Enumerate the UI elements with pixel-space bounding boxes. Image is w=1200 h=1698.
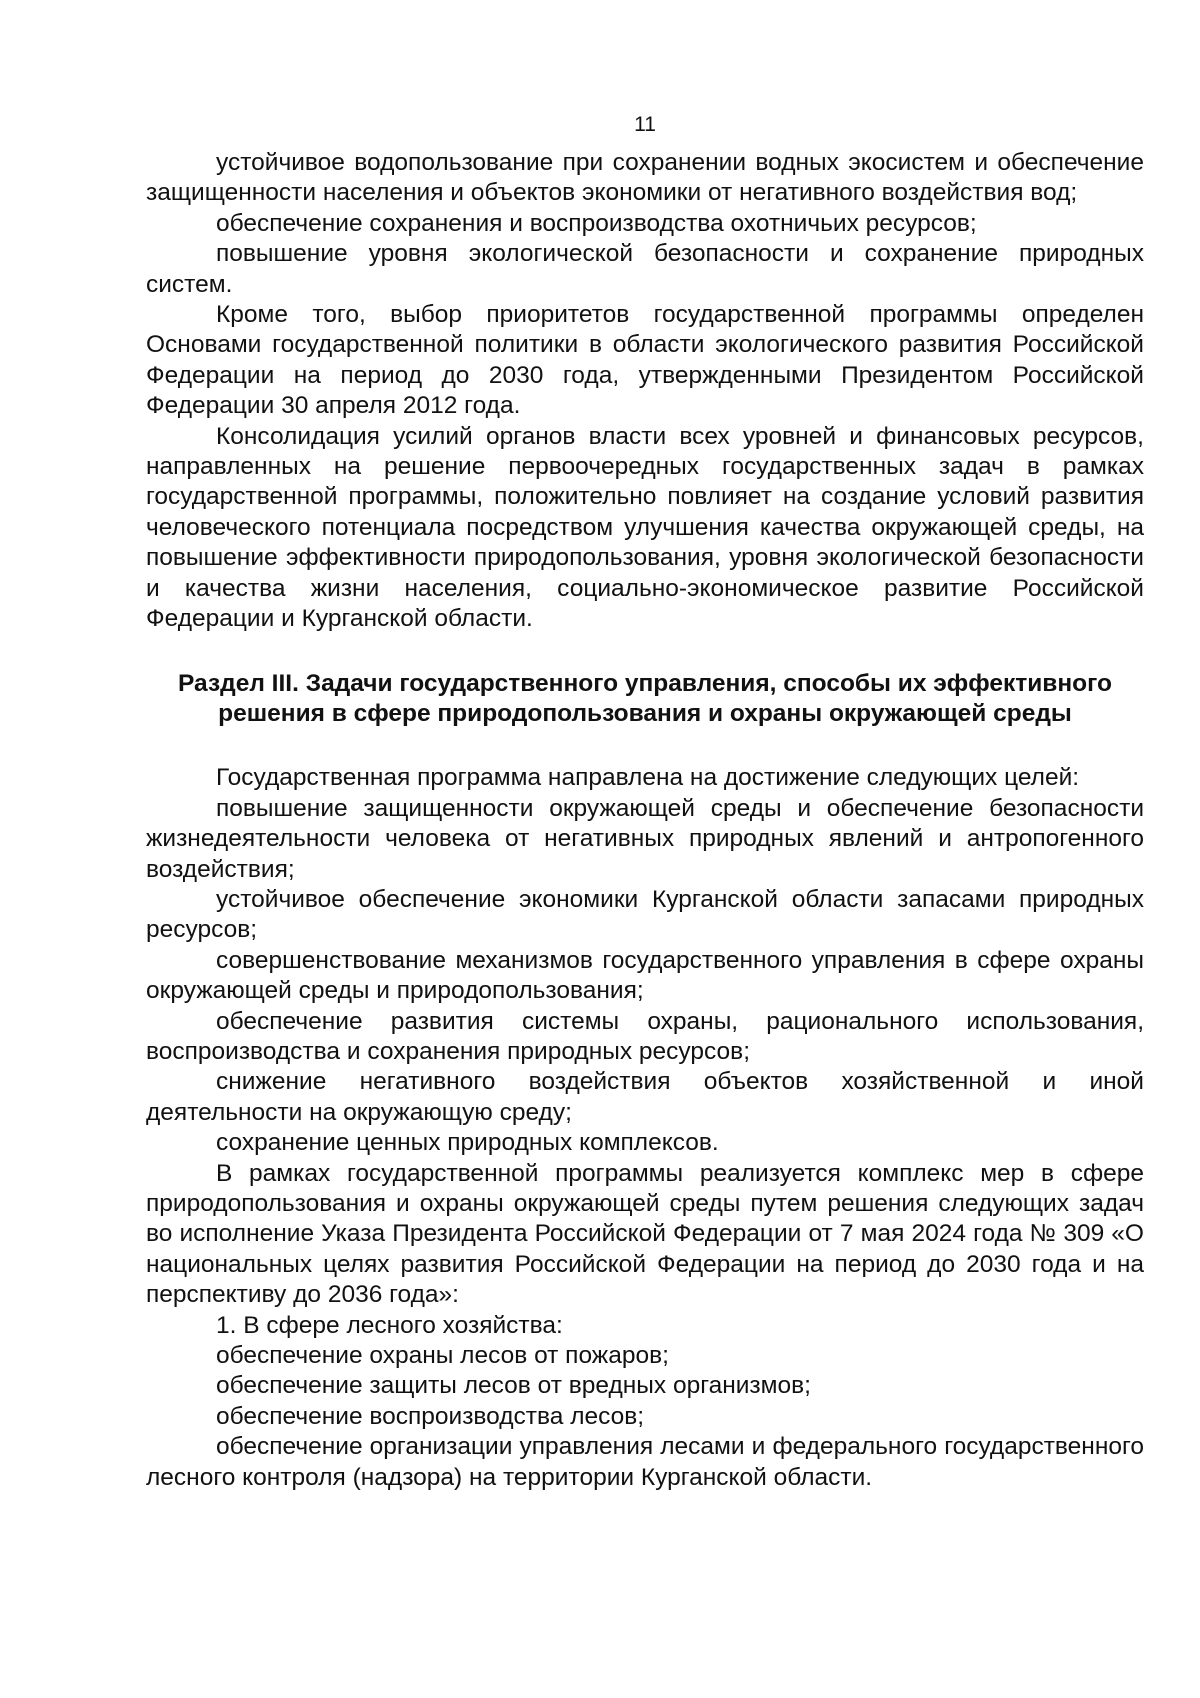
paragraph-goal-impact: снижение негативного воздействия объектов хозяйственной и иной деятельности на окружающую среду; bbox=[146, 1068, 1144, 1126]
paragraph-hunting-resources: обеспечение сохранения и воспроизводства охотничьих ресурсов; bbox=[216, 209, 977, 237]
paragraph-consolidation: Консолидация усилий органов власти всех уровней и финансовых ресурсов, направленных на решение первоочередных государственных задач в рамках государственной программы, положительно повлияет на создание условий развития человеческого потенциала посредством улучшения качества окружающей среды, на повышение эффективности природопользования, уровня экологической безопасности и качества жизни населения, социально-экономическое развитие Российской Федерации и Курганской области. bbox=[146, 422, 1144, 633]
section-heading-line-2: решения в сфере природопользования и охраны окружающей среды bbox=[218, 699, 1072, 727]
page-number: 11 bbox=[634, 113, 656, 136]
section-heading bbox=[146, 669, 1144, 730]
paragraph-program-goals-intro: Государственная программа направлена на достижение следующих целей: bbox=[216, 764, 1080, 792]
paragraph-ecological-safety: повышение уровня экологической безопасности и сохранение природных систем. bbox=[146, 240, 1144, 298]
paragraph-forestry-heading: 1. В сфере лесного хозяйства: bbox=[216, 1311, 563, 1339]
paragraph-policy-basis: Кроме того, выбор приоритетов государственной программы определен Основами государственной политики в области экологического развития Российской Федерации на период до 2030 года, утвержденными Президентом Российской Федерации 30 апреля 2012 года. bbox=[146, 301, 1144, 420]
paragraph-goal-system: обеспечение развития системы охраны, рационального использования, воспроизводства и сохранения природных ресурсов; bbox=[146, 1007, 1144, 1065]
paragraph-goal-protection: повышение защищенности окружающей среды и обеспечение безопасности жизнедеятельности человека от негативных природных явлений и антропогенного воздействия; bbox=[146, 794, 1144, 883]
paragraph-goal-complexes: сохранение ценных природных комплексов. bbox=[216, 1129, 719, 1157]
paragraph-goal-resources: устойчивое обеспечение экономики Курганской области запасами природных ресурсов; bbox=[146, 885, 1144, 944]
section-heading-line-1: Раздел III. Задачи государственного управления, способы их эффективного bbox=[178, 669, 1112, 697]
paragraph-forest-control: обеспечение организации управления лесами и федерального государственного лесного контроля (надзора) на территории Курганской области. bbox=[146, 1433, 1144, 1491]
paragraph-forest-reproduction: обеспечение воспроизводства лесов; bbox=[216, 1402, 645, 1430]
paragraph-forest-pests: обеспечение защиты лесов от вредных организмов; bbox=[216, 1372, 811, 1400]
paragraph-goal-management: совершенствование механизмов государственного управления в сфере охраны окружающей среды и природопользования; bbox=[146, 946, 1144, 1005]
paragraph-forest-fire: обеспечение охраны лесов от пожаров; bbox=[216, 1342, 669, 1370]
paragraph-decree: В рамках государственной программы реализуется комплекс мер в сфере природопользования и охраны окружающей среды путем решения следующих задач во исполнение Указа Президента Российской Федерации от 7 мая 2024 года № 309 «О национальных целях развития Российской Федерации на период до 2030 года и на перспективу до 2036 года»: bbox=[146, 1159, 1144, 1309]
document-page bbox=[146, 110, 1144, 1493]
paragraph-water-use: устойчивое водопользование при сохранении водных экосистем и обеспечение защищенности населения и объектов экономики от негативного воздействия вод; bbox=[146, 149, 1144, 207]
